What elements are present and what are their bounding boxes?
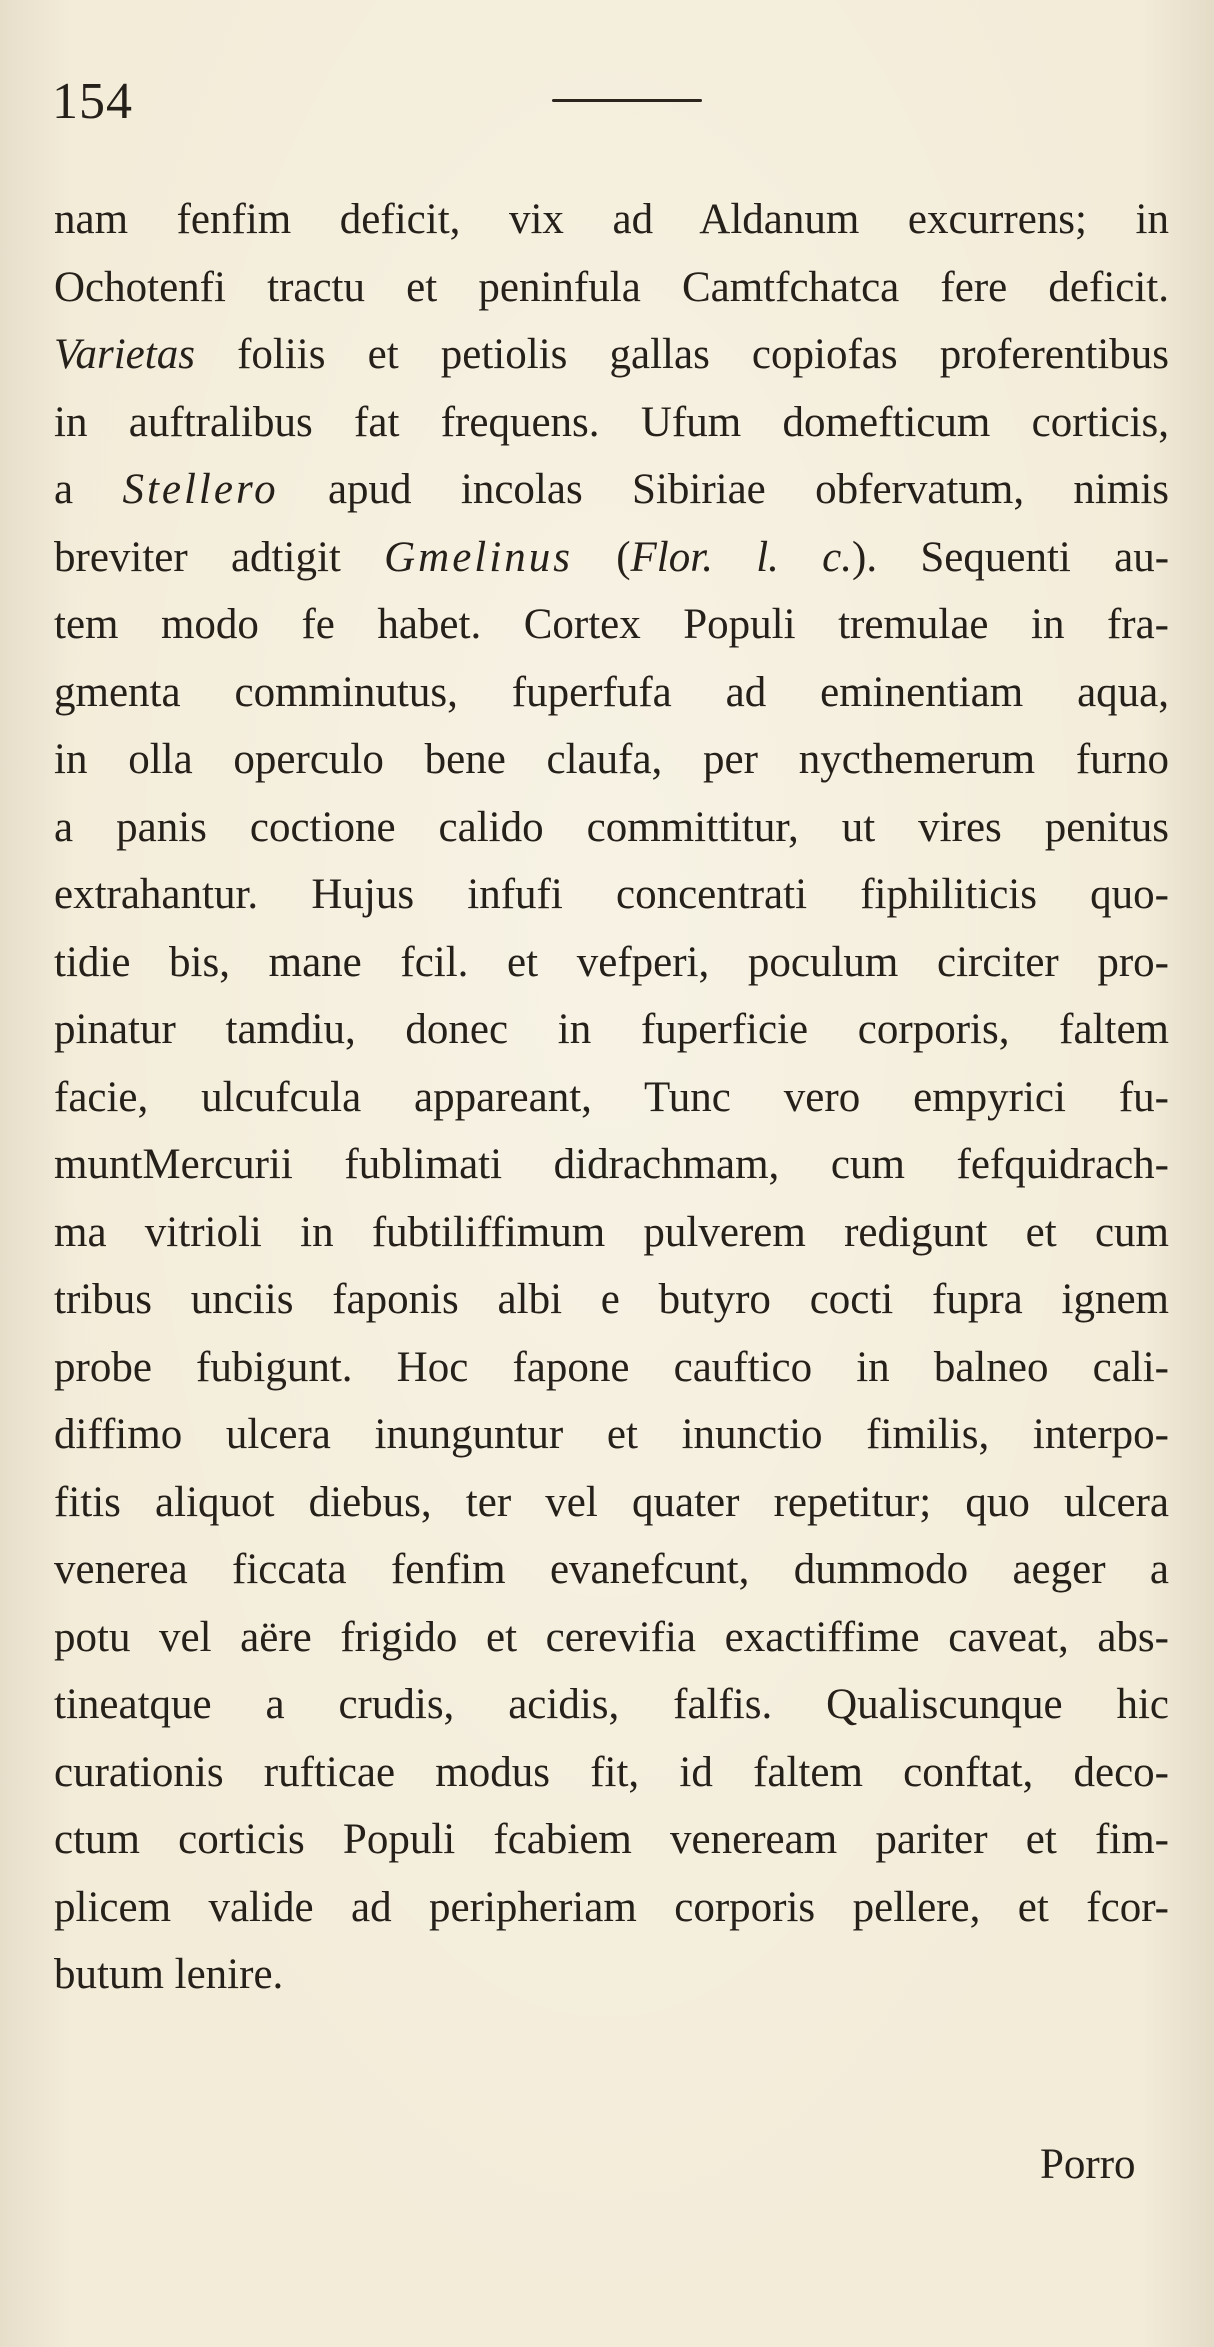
text-line: breviter adtigit Gmelinus (Flor. l. c.). Sequenti au- <box>54 533 1170 581</box>
text-line: a panis coctione calido committitur, ut vires penitus <box>54 803 1169 851</box>
text-line: pinatur tamdiu, donec in fuperficie corporis, faltem <box>54 1006 1169 1053</box>
text-line: gmenta comminutus, fuperfufa ad eminentiam aqua, <box>54 668 1169 716</box>
text-line: probe fubigunt. Hoc fapone cauftico in balneo cali- <box>54 1343 1169 1391</box>
text-line: Ochotenfi tractu et peninfula Camtfchatca fere deficit. <box>54 263 1169 311</box>
catchword: Porro <box>1040 2141 1136 2188</box>
page-number: 154 <box>52 73 133 130</box>
page-header <box>52 72 712 132</box>
text-line: tem modo fe habet. Cortex Populi tremulae in fra- <box>54 601 1169 648</box>
citation: Flor. l. c. <box>630 533 853 581</box>
text-line: muntMercurii fublimati didrachmam, cum fefquidrach- <box>54 1141 1169 1188</box>
text-line: ma vitrioli in fubtiliffimum pulverem redigunt et cum <box>54 1208 1169 1256</box>
text-line: potu vel aëre frigido et cerevifia exactiffime caveat, abs- <box>54 1613 1169 1661</box>
body-text <box>54 186 1169 2009</box>
text-line: Varietas foliis et petiolis gallas copiofas proferentibus <box>54 331 1169 378</box>
text-line: tidie bis, mane fcil. et vefperi, poculum circiter pro- <box>54 938 1169 986</box>
text-line: tribus unciis faponis albi e butyro cocti fupra ignem <box>54 1276 1169 1323</box>
text-line: in auftralibus fat frequens. Ufum domefticum corticis, <box>54 398 1169 446</box>
text-line: plicem valide ad peripheriam corporis pellere, et fcor- <box>54 1883 1169 1931</box>
text-line: fitis aliquot diebus, ter vel quater repetitur; quo ulcera <box>54 1478 1169 1526</box>
text-line: venerea ficcata fenfim evanefcunt, dummodo aeger a <box>54 1546 1169 1593</box>
italic-term: Varietas <box>54 331 195 378</box>
text-line: extrahantur. Hujus infufi concentrati fiphiliticis quo- <box>54 871 1169 918</box>
text-line: butum lenire. <box>54 1951 284 1998</box>
text-line: curationis rufticae modus fit, id faltem conftat, deco- <box>54 1748 1169 1796</box>
author-name: Stellero <box>122 466 279 513</box>
author-name: Gmelinus <box>384 533 573 581</box>
text-line: ctum corticis Populi fcabiem veneream pariter et fim- <box>54 1816 1169 1863</box>
text-line: tineatque a crudis, acidis, falfis. Qualiscunque hic <box>54 1681 1169 1728</box>
text-line: nam fenfim deficit, vix ad Aldanum excurrens; in <box>54 196 1169 243</box>
text-line: facie, ulcufcula appareant, Tunc vero empyrici fu- <box>54 1073 1169 1121</box>
text-line: in olla operculo bene claufa, per nycthemerum furno <box>54 736 1169 783</box>
text-line: diffimo ulcera inunguntur et inunctio fimilis, interpo- <box>54 1411 1169 1458</box>
header-rule <box>552 99 702 102</box>
text-line: a Stellero apud incolas Sibiriae obfervatum, nimis <box>54 466 1169 513</box>
